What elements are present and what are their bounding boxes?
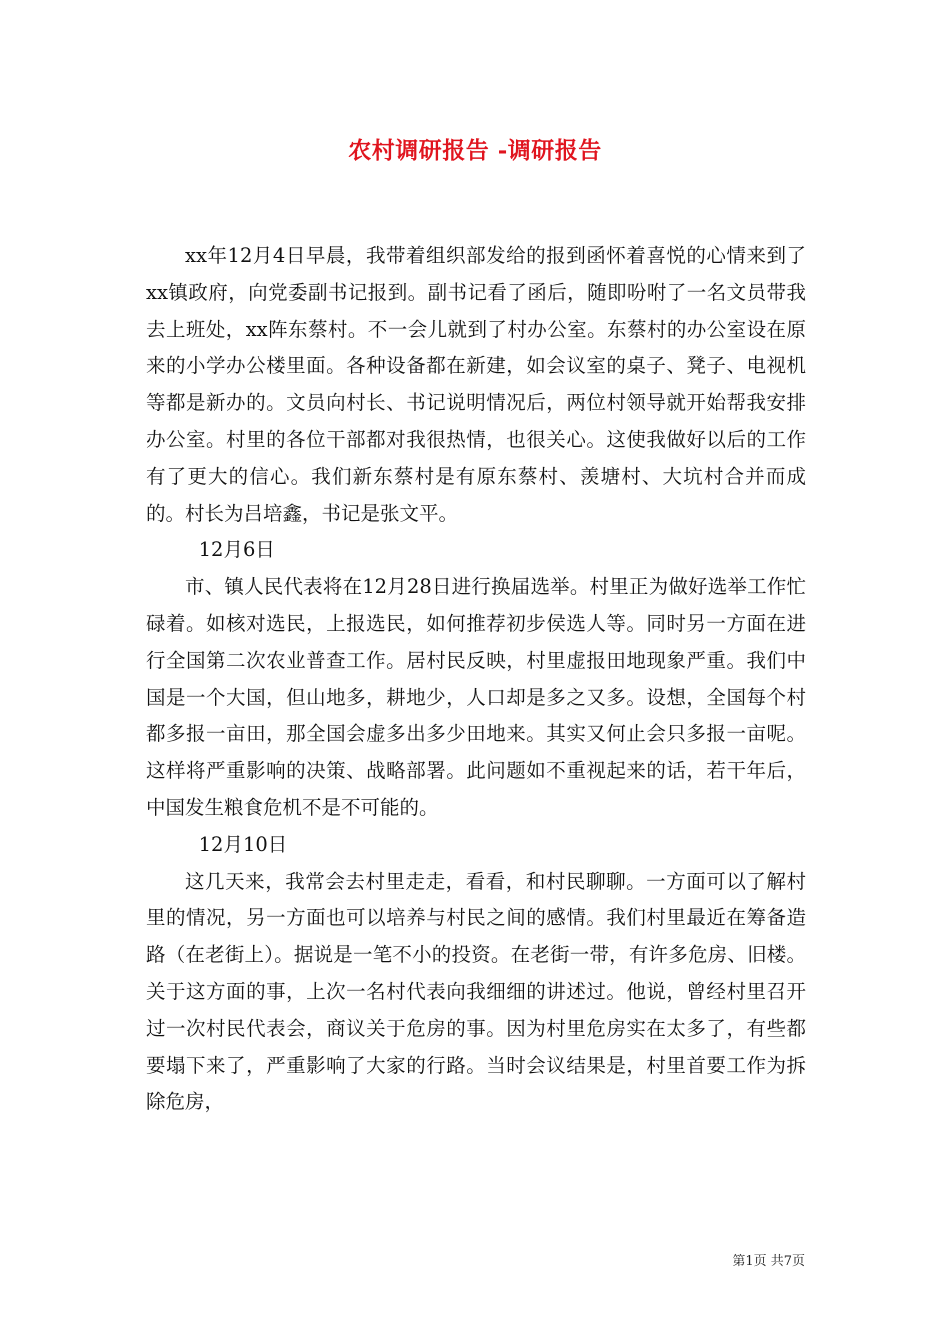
date-heading-dec-6: 12月6日 — [198, 538, 275, 562]
document-title: 农村调研报告 -调研报告 — [348, 137, 602, 164]
paragraph-village-visit: 这几天来，我常会去村里走走，看看，和村民聊聊。一方面可以了解村里的情况，另一方面也可以培养与村民之间的感情。我们村里最近在筹备造路（在老街上）。据说是一笔不小的投资。在老街一带，有许多危房、旧楼。关于这方面的事，上次一名村代表向我细细的讲述过。他说，曾经村里召开过一次村民代表会，商议关于危房的事。因为村里危房实在太多了，有些都要塌下来了，严重影响了大家的行路。当时会议结果是，村里首要工作为拆除危房， — [146, 869, 806, 1114]
paragraph-election: 市、镇人民代表将在12月28日进行换届选举。村里正为做好选举工作忙碌着。如核对选民，上报选民，如何推荐初步侯选人等。同时另一方面在进行全国第二次农业普查工作。居村民反映，村里虚报田地现象严重。我们中国是一个大国，但山地多，耕地少，人口却是多之又多。设想，全国每个村都多报一亩田，那全国会虚多出多少田地来。其实又何止会只多报一亩呢。这样将严重影响的决策、战略部署。此问题如不重视起来的话，若干年后，中国发生粮食危机不是不可能的。 — [146, 575, 806, 819]
page-number-footer: 第1页 共7页 — [732, 1254, 805, 1269]
date-heading-dec-10: 12月10日 — [198, 832, 288, 856]
paragraph-intro: xx年12月4日早晨，我带着组织部发给的报到函怀着喜悦的心情来到了xx镇政府，向党委副书记报到。副书记看了函后，随即吩咐了一名文员带我去上班处，xx阵东蔡村。不一会儿就到了村办公室。东蔡村的办公室设在原来的小学办公楼里面。各种设备都在新建，如会议室的桌子、凳子、电视机等都是新办的。文员向村长、书记说明情况后，两位村领导就开始帮我安排办公室。村里的各位干部都对我很热情，也很关心。这使我做好以后的工作有了更大的信心。我们新东蔡村是有原东蔡村、羡塘村、大坑村合并而成的。村长为吕培鑫，书记是张文平。 — [146, 244, 806, 525]
document-body — [146, 238, 806, 1121]
